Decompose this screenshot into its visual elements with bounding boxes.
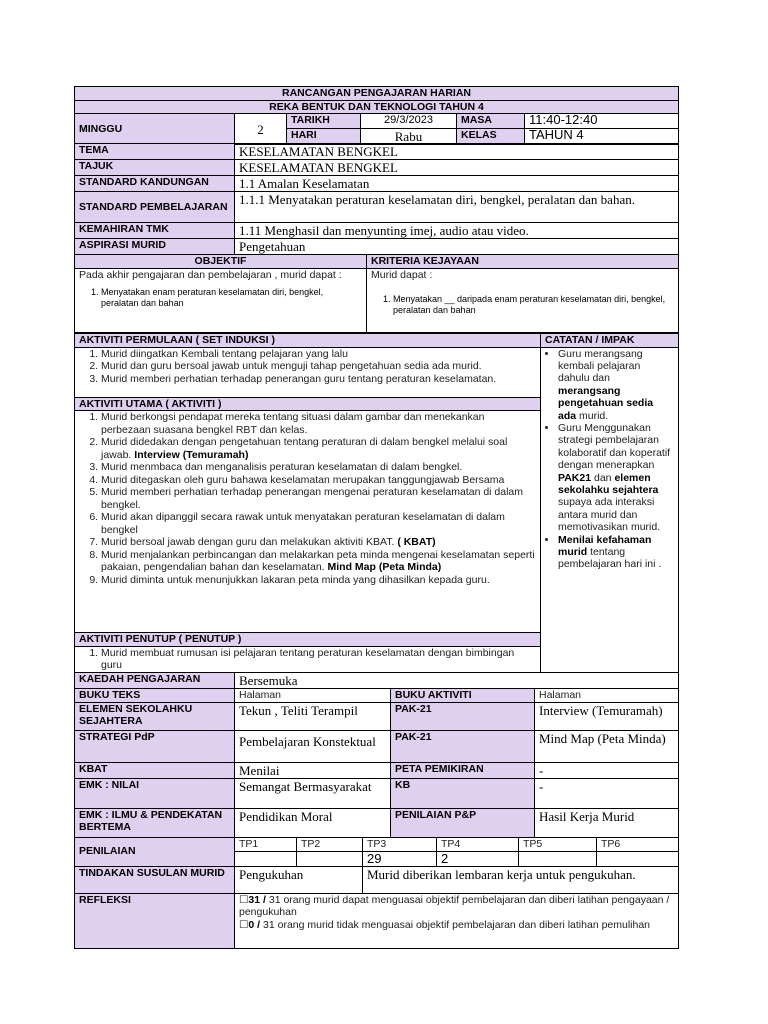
- tp5-value: [519, 851, 597, 866]
- sp-value: 1.1.1 Menyatakan peraturan keselamatan diri, bengkel, peralatan dan bahan.: [235, 192, 679, 223]
- activities-table: [74, 333, 679, 673]
- tmk-label: KEMAHIRAN TMK: [75, 223, 235, 239]
- catatan-label: CATATAN / IMPAK: [541, 334, 679, 348]
- refleksi-label: REFLEKSI: [75, 893, 235, 948]
- tmk-value: 1.11 Menghasil dan menyunting imej, audio atau video.: [235, 223, 679, 239]
- tp3-value: 29: [363, 851, 437, 866]
- utama-item-7-text: Murid bersoal jawab dengan guru dan melakukan aktiviti KBAT.: [101, 536, 398, 548]
- minggu-value: 2: [235, 114, 287, 145]
- catatan-content: [541, 347, 679, 672]
- standards-table: [74, 143, 679, 255]
- catatan-note-3: [558, 534, 674, 571]
- bukuaktiviti-label: BUKU AKTIVITI: [391, 689, 535, 703]
- details-table: [74, 672, 679, 949]
- kaedah-label: KAEDAH PENGAJARAN: [75, 673, 235, 689]
- checkbox-icon: ☐: [239, 893, 249, 906]
- penutup-label: AKTIVITI PENUTUP ( PENUTUP ): [75, 633, 541, 647]
- refleksi-line-2-num: 0 /: [248, 918, 261, 931]
- utama-item-6: 6. Murid akan dipanggil secara rawak untuk menyatakan peraturan keselamatan di dalam bengkel: [101, 511, 536, 536]
- objektif-intro: Pada akhir pengajaran dan pembelajaran , murid dapat :: [79, 268, 342, 281]
- note3-bold: Menilai kefahaman murid: [558, 533, 652, 558]
- subject-title: REKA BENTUK DAN TEKNOLOGI TAHUN 4: [75, 100, 679, 114]
- tp4-label: TP4: [437, 837, 519, 851]
- emknilai-value: Semangat Bermasyarakat: [235, 778, 391, 808]
- permulaan-item-3: 3. Murid memberi perhatian terhadap penerangan guru tentang peraturan keselamatan.: [101, 373, 536, 386]
- note1-end: murid.: [576, 409, 609, 422]
- aspirasi-label: ASPIRASI MURID: [75, 239, 235, 255]
- tp2-value: [297, 851, 363, 866]
- sp-label: STANDARD PEMBELAJARAN: [75, 192, 235, 223]
- utama-item-5: 5. Murid memberi perhatian terhadap penerangan mengenai peraturan keselamatan di dalam bengkel.: [101, 486, 536, 511]
- tp6-label: TP6: [597, 837, 679, 851]
- bukuteks-value: Halaman: [235, 689, 391, 703]
- permulaan-content: [75, 347, 541, 397]
- tp6-value: [597, 851, 679, 866]
- emkilmu-value: Pendidikan Moral: [235, 808, 391, 837]
- bukuteks-label: BUKU TEKS: [75, 689, 235, 703]
- elemen-value: Tekun , Teliti Terampil: [235, 702, 391, 730]
- minggu-label: MINGGU: [75, 114, 235, 145]
- objektif-item: 1. Menyatakan enam peraturan keselamatan diri, bengkel, peralatan dan bahan: [101, 287, 362, 309]
- tindakan-value: Pengukuhan: [235, 866, 363, 893]
- utama-item-7: [101, 536, 536, 549]
- kelas-label: KELAS: [457, 129, 525, 145]
- tp1-value: [235, 851, 297, 866]
- hari-label: HARI: [287, 129, 361, 145]
- utama-item-7-bold: ( KBAT): [397, 536, 436, 548]
- sk-value: 1.1 Amalan Keselamatan: [235, 176, 679, 192]
- checkbox-icon: ☐: [239, 918, 249, 931]
- utama-item-3: 3. Murid menmbaca dan menganalisis peraturan keselamatan di dalam bengkel.: [101, 461, 536, 474]
- tajuk-label: TAJUK: [75, 160, 235, 176]
- catatan-note-2: [558, 422, 674, 534]
- tema-label: TEMA: [75, 144, 235, 160]
- utama-content: [75, 411, 541, 633]
- strategi-value: Pembelajaran Konstektual: [235, 730, 391, 762]
- objektif-label: OBJEKTIF: [75, 255, 367, 269]
- kelas-value: TAHUN 4: [525, 129, 679, 145]
- note2-pak21: PAK21: [558, 471, 592, 484]
- pak21b-value: Mind Map (Peta Minda): [535, 730, 679, 762]
- tema-value: KESELAMATAN BENGKEL: [235, 144, 679, 160]
- masa-label: MASA: [457, 114, 525, 129]
- utama-item-2-bold: Interview (Temuramah): [134, 448, 249, 461]
- pak21a-value: Interview (Temuramah): [535, 702, 679, 730]
- refleksi-line-2-text: 31 orang murid tidak menguasai objektif pembelajaran dan diberi latihan pemulihan: [260, 918, 651, 931]
- kaedah-value: Bersemuka: [235, 673, 679, 689]
- utama-item-9: [101, 574, 536, 587]
- kbat-value: Menilai: [235, 762, 391, 778]
- objektif-content: [75, 268, 367, 332]
- kriteria-label: KRITERIA KEJAYAAN: [367, 255, 679, 269]
- utama-item-8: [101, 549, 536, 574]
- refleksi-line-1: [239, 894, 674, 919]
- kriteria-intro: Murid dapat :: [371, 268, 433, 281]
- utama-label: AKTIVITI UTAMA ( AKTIVITI ): [75, 397, 541, 411]
- penutup-content: [75, 646, 541, 672]
- kriteria-content: [367, 268, 679, 332]
- elemen-label: ELEMEN SEKOLAHKU SEJAHTERA: [75, 702, 235, 730]
- tp4-value: 2: [437, 851, 519, 866]
- tindakan-desc: Murid diberikan lembaran kerja untuk pengukuhan.: [363, 866, 679, 893]
- tp5-label: TP5: [519, 837, 597, 851]
- utama-item-2-text: Murid didedakan dengan pengetahuan tentang peraturan di dalam bengkel melalui soal jawab.: [101, 436, 508, 461]
- tp3-label: TP3: [363, 837, 437, 851]
- note3-end: tentang pembelajaran hari ini .: [558, 546, 662, 571]
- penilaian-label: PENILAIAN: [75, 837, 235, 866]
- note2-elemen: elemen sekolahku sejahtera: [558, 471, 659, 496]
- refleksi-line-1-text: 31 orang murid dapat menguasai objektif pembelajaran dan diberi latihan pengayaan / pengukuhan: [239, 893, 670, 918]
- permulaan-item-2: 2. Murid dan guru bersoal jawab untuk menguji tahap pengetahuan sedia ada murid.: [101, 360, 536, 373]
- kb-value: -: [535, 778, 679, 808]
- note1-bold: merangsang pengetahuan sedia ada: [558, 384, 654, 422]
- utama-item-9-text: Murid diminta untuk menunjukkan lakaran peta minda yang dihasilkan kepada guru.: [101, 573, 490, 586]
- permulaan-label: AKTIVITI PERMULAAN ( SET INDUKSI ): [75, 334, 541, 348]
- refleksi-content: [235, 893, 679, 948]
- strategi-label: STRATEGI PdP: [75, 730, 235, 762]
- tindakan-label: TINDAKAN SUSULAN MURID: [75, 866, 235, 893]
- refleksi-line-2: [239, 919, 674, 932]
- utama-item-8-text: Murid menjalankan perbincangan dan melakarkan peta minda mengenai keselamatan seperti pakaian, pengendalian bahan dan keselamatan.: [101, 548, 535, 573]
- utama-item-4: 4. Murid ditegaskan oleh guru bahawa keselamatan merupakan tanggungjawab Bersama: [101, 474, 536, 487]
- kbat-label: KBAT: [75, 762, 235, 778]
- aspirasi-value: Pengetahuan: [235, 239, 679, 255]
- note1-text: Guru merangsang kembali pelajaran dahulu dan: [558, 347, 643, 385]
- pak21b-label: PAK-21: [391, 730, 535, 762]
- utama-item-2: [101, 436, 536, 461]
- plan-title: RANCANGAN PENGAJARAN HARIAN: [75, 87, 679, 101]
- objective-table: [74, 254, 679, 333]
- tp2-label: TP2: [297, 837, 363, 851]
- catatan-note-1: [558, 348, 674, 422]
- header-table: [74, 86, 679, 145]
- utama-item-8-bold: Mind Map (Peta Minda): [327, 561, 442, 573]
- note2-text: Guru Menggunakan strategi pembelajaran kolaboratif dan koperatif dengan menerapkan: [558, 421, 671, 472]
- utama-item-1: 1. Murid berkongsi pendapat mereka tentang situasi dalam gambar dan menekankan perbezaan suasana bengkel RBT dan kelas.: [101, 411, 536, 436]
- emkilmu-label: EMK : ILMU & PENDEKATAN BERTEMA: [75, 808, 235, 837]
- kriteria-item: 1. Menyatakan __ daripada enam peraturan keselamatan diri, bengkel, peralatan dan bahan: [393, 294, 674, 316]
- tarikh-value: 29/3/2023: [361, 114, 457, 129]
- tarikh-label: TARIKH: [287, 114, 361, 129]
- masa-value: 11:40-12:40: [525, 114, 679, 129]
- pak21a-label: PAK-21: [391, 702, 535, 730]
- permulaan-item-1: 1. Murid diingatkan Kembali tentang pelajaran yang lalu: [101, 348, 536, 361]
- tajuk-value: KESELAMATAN BENGKEL: [235, 160, 679, 176]
- penilaianpp-value: Hasil Kerja Murid: [535, 808, 679, 837]
- hari-value: Rabu: [361, 129, 457, 145]
- tp1-label: TP1: [235, 837, 297, 851]
- bukuaktiviti-value: Halaman: [535, 689, 679, 703]
- peta-value: -: [535, 762, 679, 778]
- refleksi-line-1-num: 31 /: [248, 893, 266, 906]
- sk-label: STANDARD KANDUNGAN: [75, 176, 235, 192]
- penutup-item: 1. Murid membuat rumusan isi pelajaran tentang peraturan keselamatan dengan bimbingan guru: [101, 647, 536, 672]
- note2-and: dan: [591, 471, 615, 484]
- kb-label: KB: [391, 778, 535, 808]
- penilaianpp-label: PENILAIAN P&P: [391, 808, 535, 837]
- peta-label: PETA PEMIKIRAN: [391, 762, 535, 778]
- note2-end: supaya ada interaksi antara murid dan memotivasikan murid.: [558, 496, 661, 534]
- emknilai-label: EMK : NILAI: [75, 778, 235, 808]
